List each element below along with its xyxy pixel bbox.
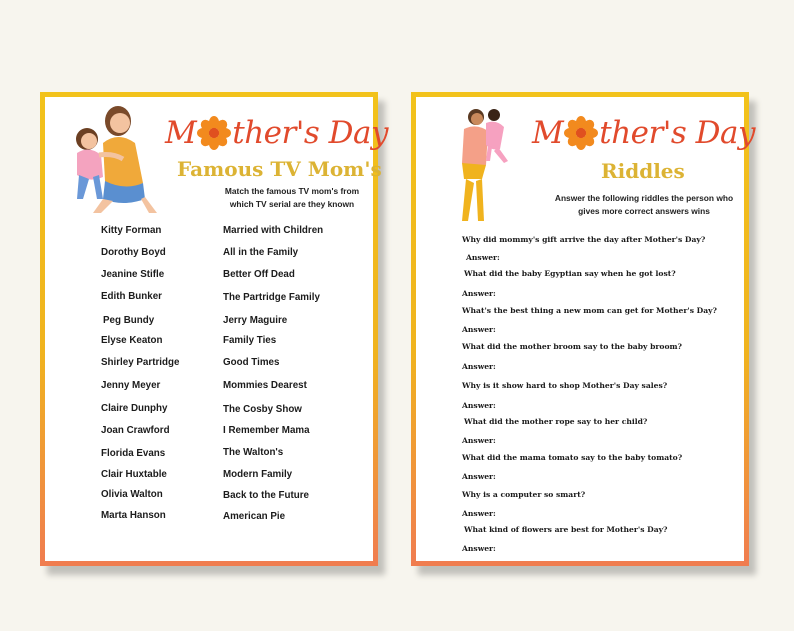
- tv-show-title: The Cosby Show: [223, 404, 302, 415]
- riddle-question: What did the mama tomato say to the baby tomato?: [462, 453, 683, 462]
- flower-icon: [197, 116, 231, 150]
- tv-mom-name: Florida Evans: [101, 448, 166, 459]
- tv-show-title: Better Off Dead: [223, 269, 295, 280]
- tv-mom-name: Peg Bundy: [103, 315, 155, 326]
- riddle-question: What did the baby Egyptian say when he got lost?: [464, 269, 676, 278]
- answer-label: Answer:: [462, 436, 496, 445]
- tv-show-title: I Remember Mama: [223, 425, 310, 436]
- tv-show-title: Family Ties: [223, 335, 277, 346]
- answer-label: Answer:: [462, 472, 496, 481]
- tv-mom-name: Joan Crawford: [101, 425, 170, 436]
- tv-mom-name: Marta Hanson: [101, 510, 166, 521]
- worksheet-subtitle: Riddles: [601, 159, 685, 183]
- tv-show-title: American Pie: [223, 511, 286, 522]
- answer-label: Answer:: [462, 325, 496, 334]
- mothers-day-logo: [165, 115, 388, 151]
- tv-mom-name: Clair Huxtable: [101, 469, 167, 480]
- logo-text-end: ther's Day: [232, 115, 388, 151]
- tv-mom-name: Elyse Keaton: [101, 335, 163, 346]
- mother-holding-child-illustration: [454, 105, 516, 229]
- tv-show-title: Modern Family: [223, 469, 293, 480]
- flower-icon: [564, 116, 598, 150]
- answer-label: Answer:: [462, 401, 496, 410]
- tv-show-title: Good Times: [223, 357, 280, 368]
- tv-show-title: Married with Children: [223, 225, 324, 236]
- tv-show-title: The Walton's: [223, 447, 284, 458]
- logo-text-end: ther's Day: [599, 115, 755, 151]
- tv-mom-name: Claire Dunphy: [101, 403, 168, 414]
- tv-show-title: Back to the Future: [223, 490, 310, 501]
- tv-mom-name: Edith Bunker: [101, 291, 162, 302]
- answer-label: Answer:: [462, 544, 496, 553]
- riddle-question: What's the best thing a new mom can get for Mother's Day?: [462, 306, 717, 315]
- logo-text-start: M: [165, 115, 197, 151]
- tv-mom-name: Jeanine Stifle: [101, 269, 165, 280]
- riddle-question: What did the mother broom say to the baby broom?: [462, 342, 682, 351]
- answer-label: Answer:: [462, 289, 496, 298]
- tv-mom-name: Jenny Meyer: [101, 380, 161, 391]
- riddle-question: Why is a computer so smart?: [462, 490, 586, 499]
- riddles-worksheet: [411, 92, 755, 566]
- riddle-question: Why is it show hard to shop Mother's Day sales?: [462, 381, 668, 390]
- riddle-question: Why did mommy's gift arrive the day after Mother's Day?: [462, 235, 706, 244]
- tv-mom-name: Kitty Forman: [101, 225, 162, 236]
- tv-show-title: All in the Family: [223, 247, 299, 258]
- worksheet-instructions: Match the famous TV mom's from which TV serial are they known: [224, 186, 360, 209]
- tv-show-title: Mommies Dearest: [223, 380, 307, 391]
- mothers-day-logo: [532, 115, 755, 151]
- tv-mom-name: Olivia Walton: [101, 489, 163, 500]
- riddle-question: What kind of flowers are best for Mother's Day?: [464, 525, 668, 534]
- logo-text-start: M: [532, 115, 564, 151]
- riddle-question: What did the mother rope say to her child?: [464, 417, 648, 426]
- tv-moms-worksheet: [40, 92, 388, 566]
- tv-mom-name: Dorothy Boyd: [101, 247, 166, 258]
- worksheet-subtitle: Famous TV Mom's: [177, 157, 382, 181]
- tv-mom-name: Shirley Partridge: [101, 357, 180, 368]
- tv-show-title: Jerry Maguire: [223, 315, 288, 326]
- mother-hugging-child-illustration: [63, 103, 163, 215]
- tv-show-title: The Partridge Family: [223, 292, 320, 303]
- answer-label: Answer:: [466, 253, 500, 262]
- answer-label: Answer:: [462, 509, 496, 518]
- answer-label: Answer:: [462, 362, 496, 371]
- worksheet-instructions: Answer the following riddles the person who gives more correct answers wins: [554, 193, 734, 216]
